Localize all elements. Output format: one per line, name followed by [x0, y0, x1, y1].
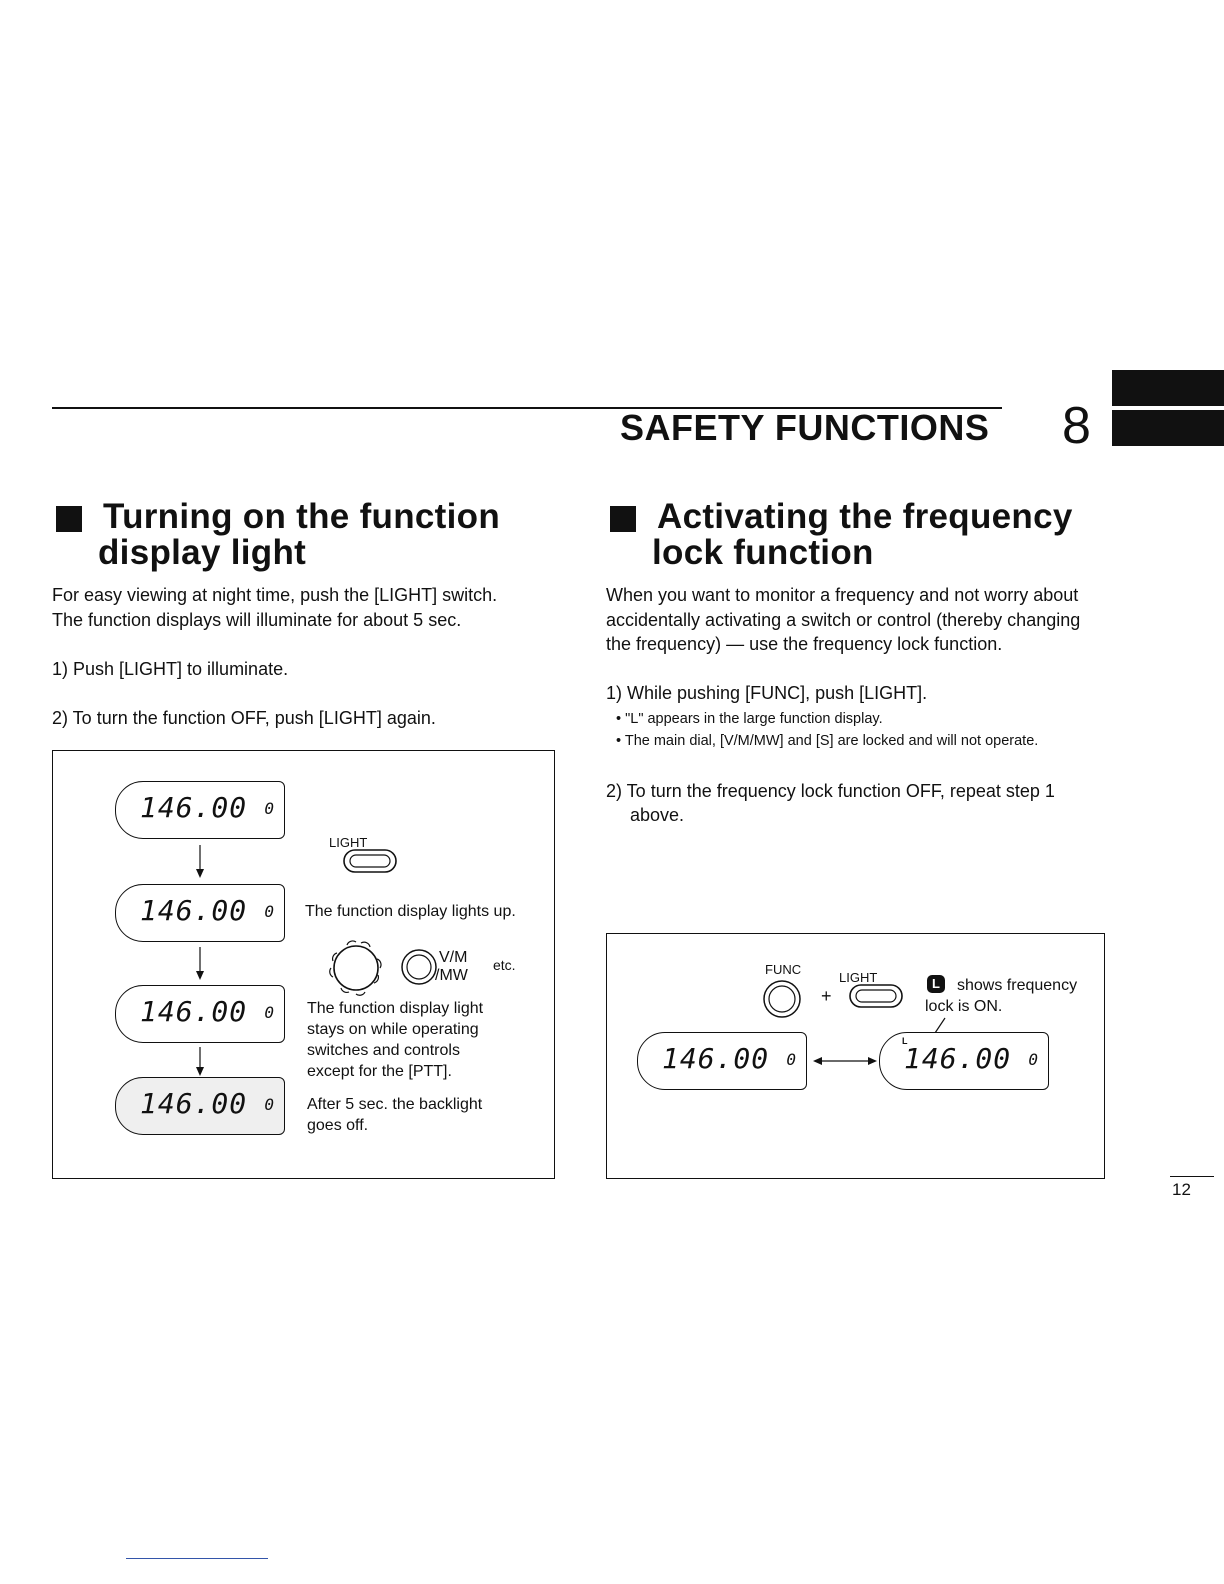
intro-text: When you want to monitor a frequency and not worry about — [606, 585, 1079, 605]
step-1-note: • "L" appears in the large function display. — [616, 711, 883, 727]
section-heading-display-light — [56, 498, 576, 578]
lock-caption: lock is ON. — [925, 998, 1003, 1015]
lcd-display — [115, 884, 285, 942]
lcd-lock-indicator: L — [902, 1036, 908, 1046]
lcd-frequency: 146.00 — [904, 1042, 1012, 1075]
arrow-down-icon — [193, 845, 207, 879]
func-button-icon — [761, 978, 803, 1020]
step-1: 1) Push [LIGHT] to illuminate. — [52, 659, 289, 679]
figure-display-light — [52, 750, 555, 1179]
arrow-down-icon — [193, 1047, 207, 1077]
light-button-icon — [343, 849, 399, 875]
figure-frequency-lock — [606, 933, 1105, 1179]
light-button-label: LIGHT — [839, 970, 878, 985]
lcd-channel: 0 — [264, 799, 274, 818]
step-2: 2) To turn the function OFF, push [LIGHT] again. — [52, 708, 436, 728]
lcd-display — [637, 1032, 807, 1090]
heading-bullet-square — [56, 506, 82, 532]
heading-line: Turning on the function — [103, 497, 500, 536]
mw-label: /MW — [435, 967, 468, 984]
caption-backlight-off: After 5 sec. the backlight — [307, 1096, 483, 1113]
chapter-tab-marker — [1112, 370, 1224, 406]
heading-bullet-square — [610, 506, 636, 532]
caption-stays-on: switches and controls — [307, 1042, 460, 1059]
intro-text: The function displays will illuminate for about 5 sec. — [52, 610, 462, 630]
lcd-channel: 0 — [264, 1003, 274, 1022]
footer-rule — [126, 1558, 268, 1559]
lcd-frequency: 146.00 — [662, 1042, 770, 1075]
lcd-frequency: 146.00 — [140, 1087, 248, 1120]
page-number: 12 — [1172, 1180, 1191, 1199]
caption-stays-on: except for the [PTT]. — [307, 1063, 452, 1080]
heading-line: lock function — [652, 533, 874, 572]
page-number-rule — [1170, 1176, 1214, 1177]
arrow-down-icon — [193, 947, 207, 981]
lcd-frequency: 146.00 — [140, 995, 248, 1028]
intro-text: accidentally activating a switch or control (thereby changing — [606, 610, 1081, 630]
lcd-frequency: 146.00 — [140, 791, 248, 824]
lcd-frequency: 146.00 — [140, 894, 248, 927]
lcd-channel: 0 — [264, 902, 274, 921]
double-arrow-icon — [813, 1054, 877, 1068]
intro-text: the frequency) — use the frequency lock function. — [606, 634, 1003, 654]
lock-indicator-icon: L — [927, 975, 945, 993]
main-dial-knob-icon — [325, 937, 387, 999]
heading-line: display light — [98, 533, 307, 572]
chapter-number: 8 — [1062, 397, 1091, 455]
lcd-channel: 0 — [786, 1050, 796, 1069]
step-2: above. — [630, 805, 685, 825]
caption-stays-on: stays on while operating — [307, 1021, 479, 1038]
func-button-label: FUNC — [765, 962, 802, 977]
chapter-title: SAFETY FUNCTIONS — [620, 407, 990, 448]
light-button-icon — [849, 984, 905, 1010]
intro-text: For easy viewing at night time, push the [LIGHT] switch. — [52, 585, 498, 605]
light-button-label: LIGHT — [329, 835, 368, 850]
lcd-display — [115, 985, 285, 1043]
caption-backlight-off: goes off. — [307, 1117, 369, 1134]
lcd-channel: 0 — [1028, 1050, 1038, 1069]
step-1-note: • The main dial, [V/M/MW] and [S] are locked and will not operate. — [616, 733, 1039, 749]
step-1: 1) While pushing [FUNC], push [LIGHT]. — [606, 683, 928, 703]
vm-label: V/M — [439, 949, 468, 966]
heading-line: Activating the frequency — [657, 497, 1073, 536]
etc-label: etc. — [493, 957, 516, 973]
caption-stays-on: The function display light — [307, 1000, 484, 1017]
section-heading-frequency-lock — [610, 498, 1130, 578]
lcd-display — [115, 781, 285, 839]
lcd-channel: 0 — [264, 1095, 274, 1114]
lcd-display-backlight-off — [115, 1077, 285, 1135]
plus-sign: + — [821, 986, 832, 1006]
chapter-tab-marker — [1112, 410, 1224, 446]
vm-button-icon — [399, 947, 439, 987]
lcd-display-locked — [879, 1032, 1049, 1090]
lock-caption: shows frequency — [957, 977, 1078, 994]
step-2: 2) To turn the frequency lock function OFF, repeat step 1 — [606, 781, 1055, 801]
caption-lights-up: The function display lights up. — [305, 903, 516, 920]
